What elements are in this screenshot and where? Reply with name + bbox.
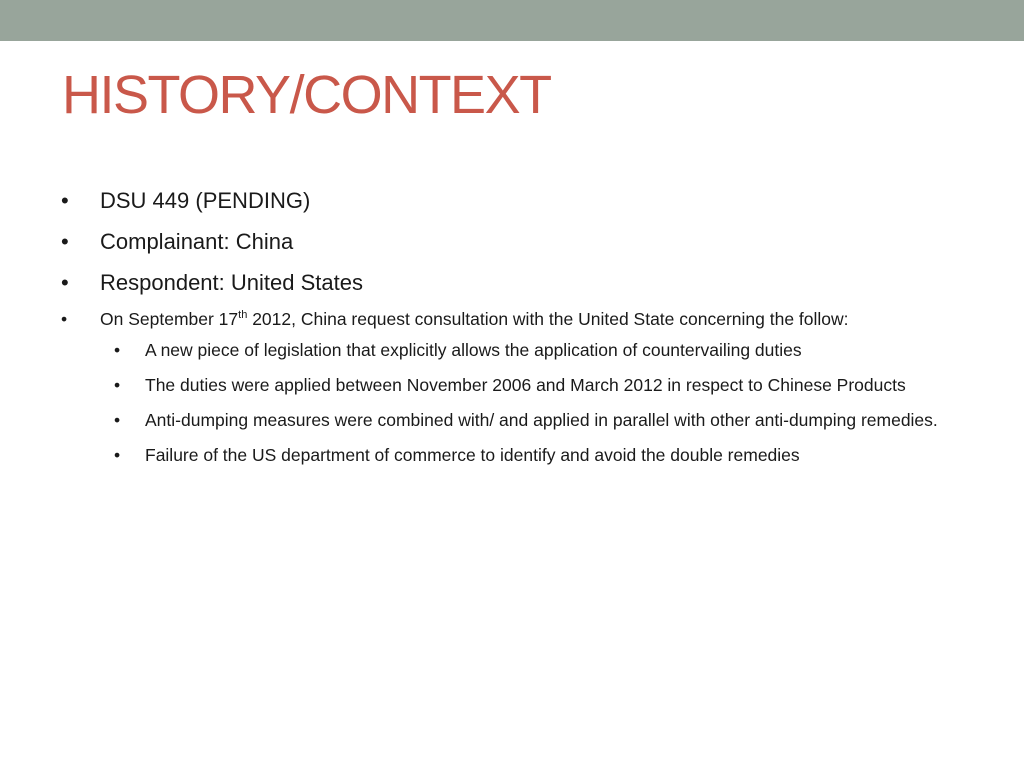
list-item-text: Respondent: United States: [100, 270, 363, 295]
bullet-icon: •: [61, 188, 69, 213]
sub-list-item: [58, 372, 978, 399]
list-item-text: DSU 449 (PENDING): [100, 188, 311, 213]
bullet-icon: •: [61, 309, 68, 329]
bullet-icon: •: [114, 445, 121, 465]
list-item-text: The duties were applied between November 2006 and March 2012 in respect to Chinese Products: [145, 375, 906, 395]
list-item-text: Complainant: China: [100, 229, 294, 254]
sub-list-item: [58, 442, 978, 469]
list-item-text: Failure of the US department of commerce to identify and avoid the double remedies: [145, 445, 800, 465]
list-item: [58, 306, 978, 333]
list-item: [58, 182, 978, 220]
bullet-list: [58, 182, 978, 477]
list-item-text: [100, 309, 849, 329]
sub-list-item: [58, 407, 978, 434]
top-accent-bar: [0, 0, 1024, 41]
text-part: On September 17: [100, 309, 239, 329]
bullet-icon: •: [114, 340, 121, 360]
list-item: [58, 264, 978, 302]
sub-list-item: [58, 337, 978, 364]
bullet-icon: •: [61, 270, 69, 295]
slide-title: HISTORY/CONTEXT: [62, 65, 551, 125]
text-part: 2012, China request consultation with the United State concerning the follow:: [247, 309, 849, 329]
bullet-icon: •: [61, 229, 69, 254]
list-item: [58, 223, 978, 261]
superscript: th: [238, 309, 248, 321]
bullet-icon: •: [114, 375, 121, 395]
list-item-text: Anti-dumping measures were combined with/ and applied in parallel with other anti-dumping remedies.: [145, 410, 938, 430]
list-item-text: A new piece of legislation that explicitly allows the application of countervailing duties: [145, 340, 802, 360]
bullet-icon: •: [114, 410, 121, 430]
